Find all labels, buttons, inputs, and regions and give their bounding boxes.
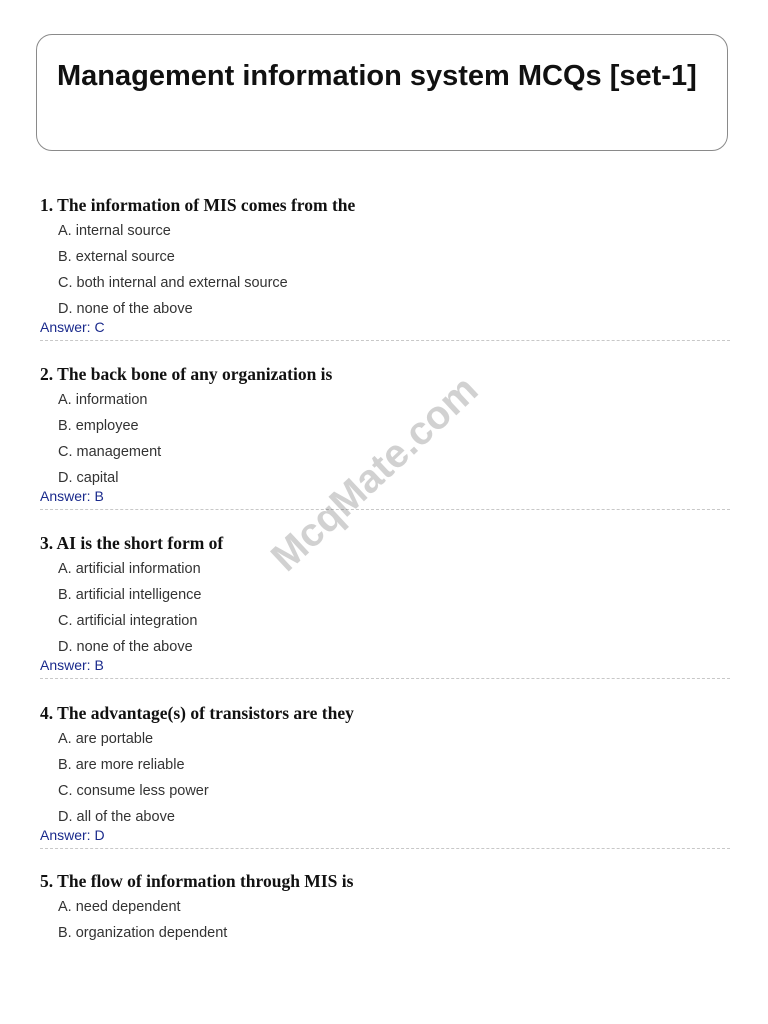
question-text: 3. AI is the short form of (40, 533, 224, 553)
question-divider (40, 678, 730, 679)
option-d: D. none of the above (58, 639, 193, 655)
option-d: D. capital (58, 470, 119, 486)
question-divider (40, 340, 730, 341)
question-divider (40, 509, 730, 510)
watermark: McqMate.com (262, 367, 487, 580)
option-a: A. internal source (58, 223, 171, 239)
option-d: D. all of the above (58, 809, 175, 825)
title-box (36, 34, 728, 151)
answer-text: Answer: D (40, 827, 105, 843)
question-text: 4. The advantage(s) of transistors are they (40, 703, 354, 723)
option-b: B. employee (58, 418, 139, 434)
option-b: B. are more reliable (58, 757, 185, 773)
answer-text: Answer: B (40, 657, 104, 673)
question-text: 5. The flow of information through MIS is (40, 871, 354, 891)
option-c: C. consume less power (58, 783, 209, 799)
question-text: 2. The back bone of any organization is (40, 364, 333, 384)
page-title: Management information system MCQs [set-1] (57, 60, 697, 92)
question-text: 1. The information of MIS comes from the (40, 195, 356, 215)
question-divider (40, 848, 730, 849)
answer-text: Answer: C (40, 319, 105, 335)
answer-text: Answer: B (40, 488, 104, 504)
option-b: B. external source (58, 249, 175, 265)
option-d: D. none of the above (58, 301, 193, 317)
option-a: A. are portable (58, 731, 154, 747)
option-a: A. artificial information (58, 561, 201, 577)
option-b: B. organization dependent (58, 925, 228, 941)
option-c: C. artificial integration (58, 613, 198, 629)
option-c: C. both internal and external source (58, 275, 288, 291)
option-a: A. need dependent (58, 899, 181, 915)
option-b: B. artificial intelligence (58, 587, 202, 603)
option-a: A. information (58, 392, 148, 408)
option-c: C. management (58, 444, 162, 460)
